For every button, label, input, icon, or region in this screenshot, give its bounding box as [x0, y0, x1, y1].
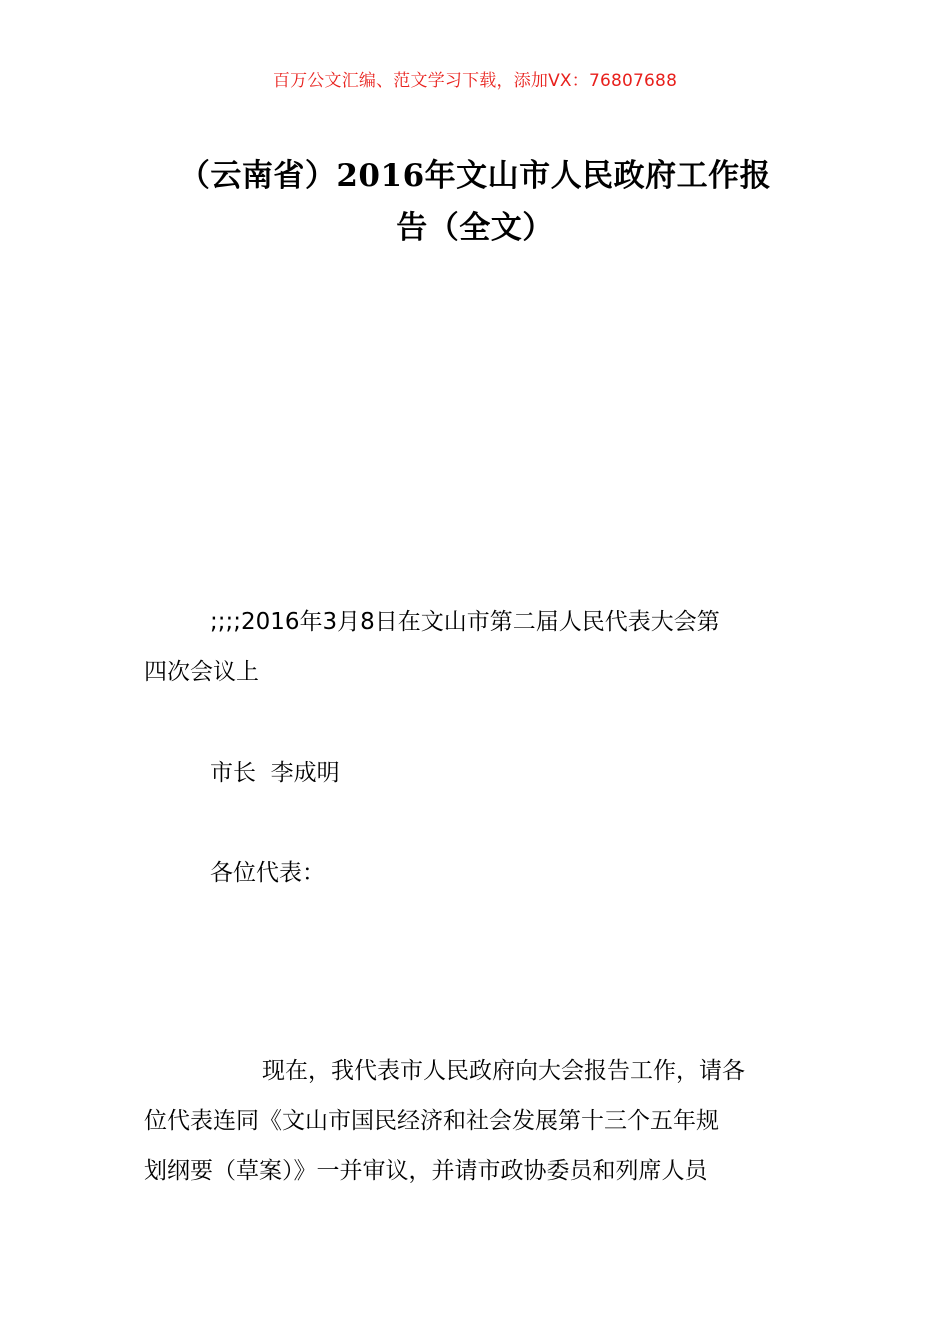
speaker-line: 市长 李成明: [210, 760, 340, 786]
date-line-1: ;;;;2016年3月8日在文山市第二届人民代表大会第: [210, 609, 720, 635]
paragraph-1-line-3: 划纲要（草案）》一并审议，并请市政协委员和列席人员: [144, 1158, 708, 1184]
header-watermark-note: 百万公文汇编、范文学习下载，添加VX：76807688: [272, 71, 678, 91]
date-line-2: 四次会议上: [144, 659, 259, 685]
document-title: [135, 150, 815, 254]
paragraph-1-line-2: 位代表连同《文山市国民经济和社会发展第十三个五年规: [144, 1108, 719, 1134]
title-line-2: 告（全文）: [396, 210, 554, 246]
paragraph-1-line-1: 现在，我代表市人民政府向大会报告工作，请各: [262, 1058, 745, 1084]
title-line-1: （云南省）2016年文山市人民政府工作报: [178, 158, 772, 194]
salutation-line: 各位代表：: [210, 860, 325, 886]
